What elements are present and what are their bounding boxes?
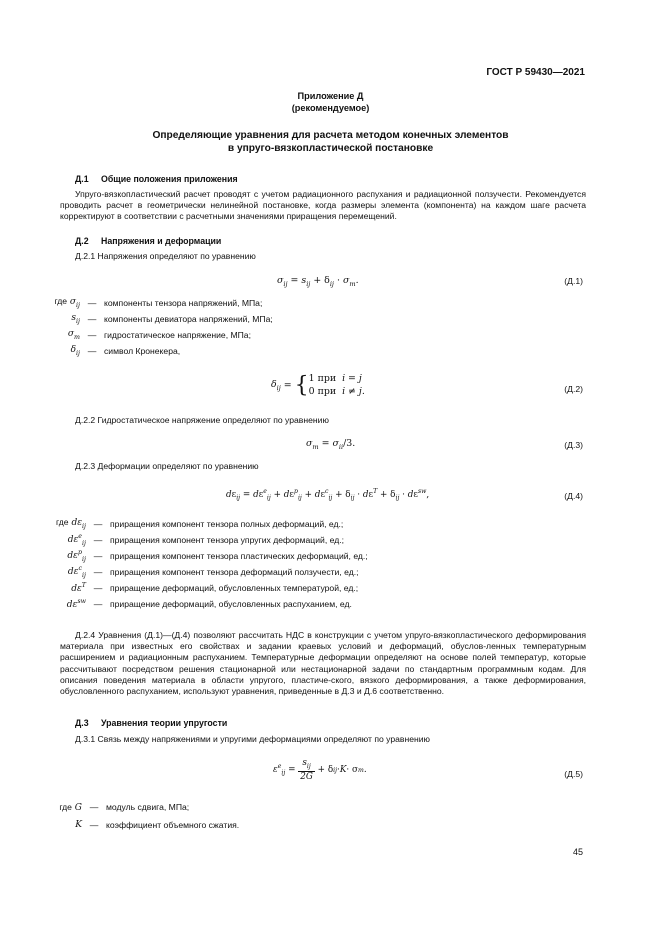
paragraph-d24: [60, 630, 586, 697]
section-title: Напряжения и деформации: [101, 236, 222, 246]
legend-text: приращения компонент тензора полных деформаций, ед.;: [110, 518, 344, 529]
paragraph-text: Упруго-вязкопластический расчет проводят с учетом радиационного распухания и радиационной ползучести. Рекомендуется проводить расчет в геометрически нелинейной постановке, когда размеры элемента (компонента) на каждом шаге расчета корректируют в соответствии с расчетными значениями приращения перемещений.: [60, 189, 586, 222]
legend-d4: [32, 516, 572, 613]
section-number: Д.3: [75, 718, 89, 728]
legend-prefix: где: [54, 296, 68, 307]
page-number: 45: [572, 847, 583, 857]
legend-row: $d\varepsilon^e_{ij}$ — приращения компонент тензора упругих деформаций, ед.;: [32, 532, 572, 548]
legend-row: $d\varepsilon^{sw}$ — приращение деформаций, обусловленных распуханием, ед.: [32, 597, 572, 613]
section-d3-heading: [75, 718, 227, 729]
legend-text: коэффициент объемного сжатия.: [106, 820, 240, 831]
legend-row: где $\sigma_{ij}$ — компоненты тензора напряжений, МПа;: [38, 295, 578, 311]
equation-number: (Д.1): [564, 276, 583, 286]
legend-text: приращения компонент тензора пластических деформаций, ед.;: [110, 550, 368, 561]
paragraph-d22: Д.2.2 Гидростатическое напряжение определяют по уравнению: [75, 415, 329, 425]
equation-number: (Д.2): [564, 384, 583, 394]
legend-text: модуль сдвига, МПа;: [106, 802, 190, 813]
legend-row: $\delta_{ij}$ — символ Кронекера,: [38, 344, 578, 360]
equation-number: (Д.4): [564, 491, 583, 501]
legend-d5: [46, 799, 586, 835]
section-number: Д.2: [75, 236, 89, 246]
equation-d4: $d\varepsilon_{ij} = d\varepsilon^e_{ij} + d\varepsilon^p_{ij} + d\varepsilon^c_{ij} + \delta_{ij} \cdot d\varepsilon^T + \delta_{ij} \cdot d\varepsilon^{sw}$,: [226, 488, 430, 502]
legend-text: символ Кронекера,: [104, 346, 181, 357]
equation-d5: $\varepsilon^e_{ij}$ = $\frac{s_{ij}}{2G}$ + δ ij · K · σ m .: [273, 758, 367, 782]
paragraph-text: Д.2.4 Уравнения (Д.1)—(Д.4) позволяют рассчитать НДС в конструкции с учетом упруго-вязкопластического деформирования материала при известных его свойствах и задании краевых условий и деформаций, обуслов-ленных температурным расширением и радиационным распуханием. Температурные деформации определяют на основе полей температур, которые рассчитывают посредством решения стационарной или нестационарной задачи по стандартным программным кодам. Для описания поведения материала в области упругого, пластиче-ского, вязкого деформирования, а также деформирования, обусловленного распуханием, используют уравнения, приведенные в Д.3 и Д.6 соответственно.: [60, 630, 586, 696]
standard-code: ГОСТ Р 59430—2021: [486, 67, 585, 78]
legend-prefix: где: [56, 517, 69, 528]
equation-number: (Д.5): [564, 769, 583, 779]
legend-row: $d\varepsilon^c_{ij}$ — приращения компонент тензора деформаций ползучести, ед.;: [32, 565, 572, 581]
legend-text: приращения компонент тензора деформаций ползучести, ед.;: [110, 567, 359, 578]
equation-d3: $\sigma_m = \sigma_{ii}/3$.: [306, 438, 356, 451]
legend-row: $\sigma_m$ — гидростатическое напряжение, МПа;: [38, 327, 578, 343]
legend-text: приращение деформаций, обусловленных распуханием, ед.: [110, 599, 352, 610]
legend-d1: [38, 295, 578, 360]
equation-number: (Д.3): [564, 440, 583, 450]
title-line-1: Определяющие уравнения для расчета методом конечных элементов: [152, 130, 509, 141]
appendix-subtitle: (рекомендуемое): [291, 102, 370, 113]
paragraph-d31: Д.3.1 Связь между напряжениями и упругими деформациями определяют по уравнению: [75, 734, 431, 744]
legend-prefix: где: [59, 801, 72, 812]
section-d1-heading: [75, 174, 238, 185]
case-1: 1 при: [308, 373, 337, 384]
case-2: 0 при: [308, 385, 337, 397]
section-number: Д.1: [75, 174, 89, 184]
legend-row: где G — модуль сдвига, МПа;: [46, 799, 586, 817]
section-title: Общие положения приложения: [101, 174, 238, 184]
section-d1-paragraph: [60, 189, 586, 223]
legend-text: гидростатическое напряжение, МПа;: [104, 329, 251, 340]
legend-text: приращение деформаций, обусловленных температурой, ед.;: [110, 583, 359, 594]
paragraph-d21: Д.2.1 Напряжения определяют по уравнению: [75, 251, 256, 261]
legend-text: компоненты тензора напряжений, МПа;: [104, 297, 263, 308]
title-line-2: в упруго-вязкопластической постановке: [227, 143, 434, 155]
legend-row: где $d\varepsilon_{ij}$ — приращения компонент тензора полных деформаций, ед.;: [32, 516, 572, 532]
legend-row: $s_{ij}$ — компоненты девиатора напряжений, МПа;: [38, 311, 578, 327]
equation-d1: $\sigma_{ij} = s_{ij} + \delta_{ij} \cdot \sigma_m$.: [277, 275, 359, 288]
legend-row: K — коэффициент объемного сжатия.: [46, 817, 586, 835]
appendix-title: Приложение Д: [297, 91, 364, 101]
legend-text: приращения компонент тензора упругих деформаций, ед.;: [110, 534, 344, 545]
legend-row: $d\varepsilon^T$ — приращение деформаций, обусловленных температурой, ед.;: [32, 581, 572, 597]
section-title: Уравнения теории упругости: [101, 718, 228, 728]
document-title: [0, 129, 661, 156]
legend-text: компоненты девиатора напряжений, МПа;: [104, 313, 273, 324]
equation-d2: $\delta_{ij}$ = { 1 при i = j 0 при i ≠ j.: [271, 372, 365, 398]
legend-row: $d\varepsilon^p_{ij}$ — приращения компонент тензора пластических деформаций, ед.;: [32, 548, 572, 564]
section-d2-heading: [75, 236, 221, 247]
paragraph-d23: Д.2.3 Деформации определяют по уравнению: [75, 461, 259, 471]
appendix-heading: [0, 91, 661, 115]
